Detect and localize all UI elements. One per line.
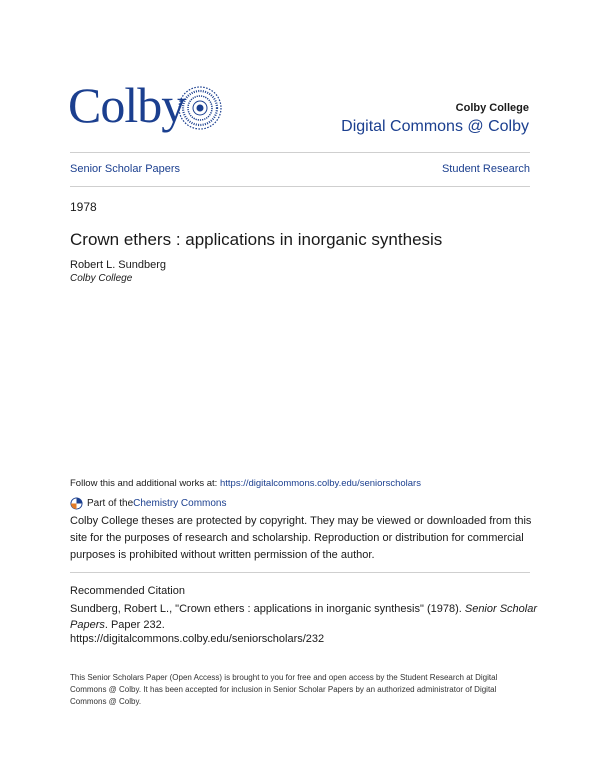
institution-name: Colby College: [455, 102, 529, 114]
nav-divider: [70, 186, 530, 187]
citation-paper-number: . Paper 232.: [104, 619, 165, 631]
part-of-prefix: Part of the: [87, 498, 134, 509]
follow-prefix: Follow this and additional works at:: [70, 478, 220, 489]
digital-commons-link[interactable]: Digital Commons @ Colby: [341, 118, 529, 135]
author-name: Robert L. Sundberg: [70, 259, 167, 271]
paper-title: Crown ethers : applications in inorganic synthesis: [70, 230, 443, 249]
follow-line: [70, 478, 421, 489]
copyright-notice: Colby College theses are protected by copyright. They may be viewed or downloaded from this site for the purposes of research and scholarship. Reproduction or distribution for commercial purposes is prohibited without written permission of the author.: [70, 515, 532, 561]
publication-year: 1978: [70, 200, 97, 214]
citation-text: [70, 601, 540, 633]
header-divider: [70, 152, 530, 153]
colby-seal-icon: [176, 84, 224, 132]
chemistry-commons-link[interactable]: Chemistry Commons: [133, 498, 227, 509]
student-research-link[interactable]: Student Research: [441, 163, 530, 175]
senior-scholar-papers-link[interactable]: Senior Scholar Papers: [70, 163, 181, 175]
citation-main: Sundberg, Robert L., "Crown ethers : applications in inorganic synthesis" (1978).: [70, 603, 465, 615]
citation-heading: Recommended Citation: [70, 585, 185, 597]
citation-url[interactable]: https://digitalcommons.colby.edu/seniorscholars/232: [70, 633, 325, 645]
series-url-link[interactable]: https://digitalcommons.colby.edu/seniorscholars: [219, 478, 421, 489]
author-affiliation: Colby College: [70, 273, 133, 284]
citation-divider: [70, 572, 530, 573]
citation-series: Senior Scholar Papers: [70, 603, 538, 631]
bepress-network-icon: [70, 497, 83, 510]
part-of-line: [70, 497, 227, 510]
access-footer-note: This Senior Scholars Paper (Open Access) is brought to you for free and open access by the Student Research at Digital Commons @ Colby. It has been accepted for inclusion in Senior Scholar Papers by an authorized administrator of Digital Commons @ Colby.: [70, 673, 498, 706]
colby-logo-wordmark[interactable]: Colby: [68, 77, 186, 133]
